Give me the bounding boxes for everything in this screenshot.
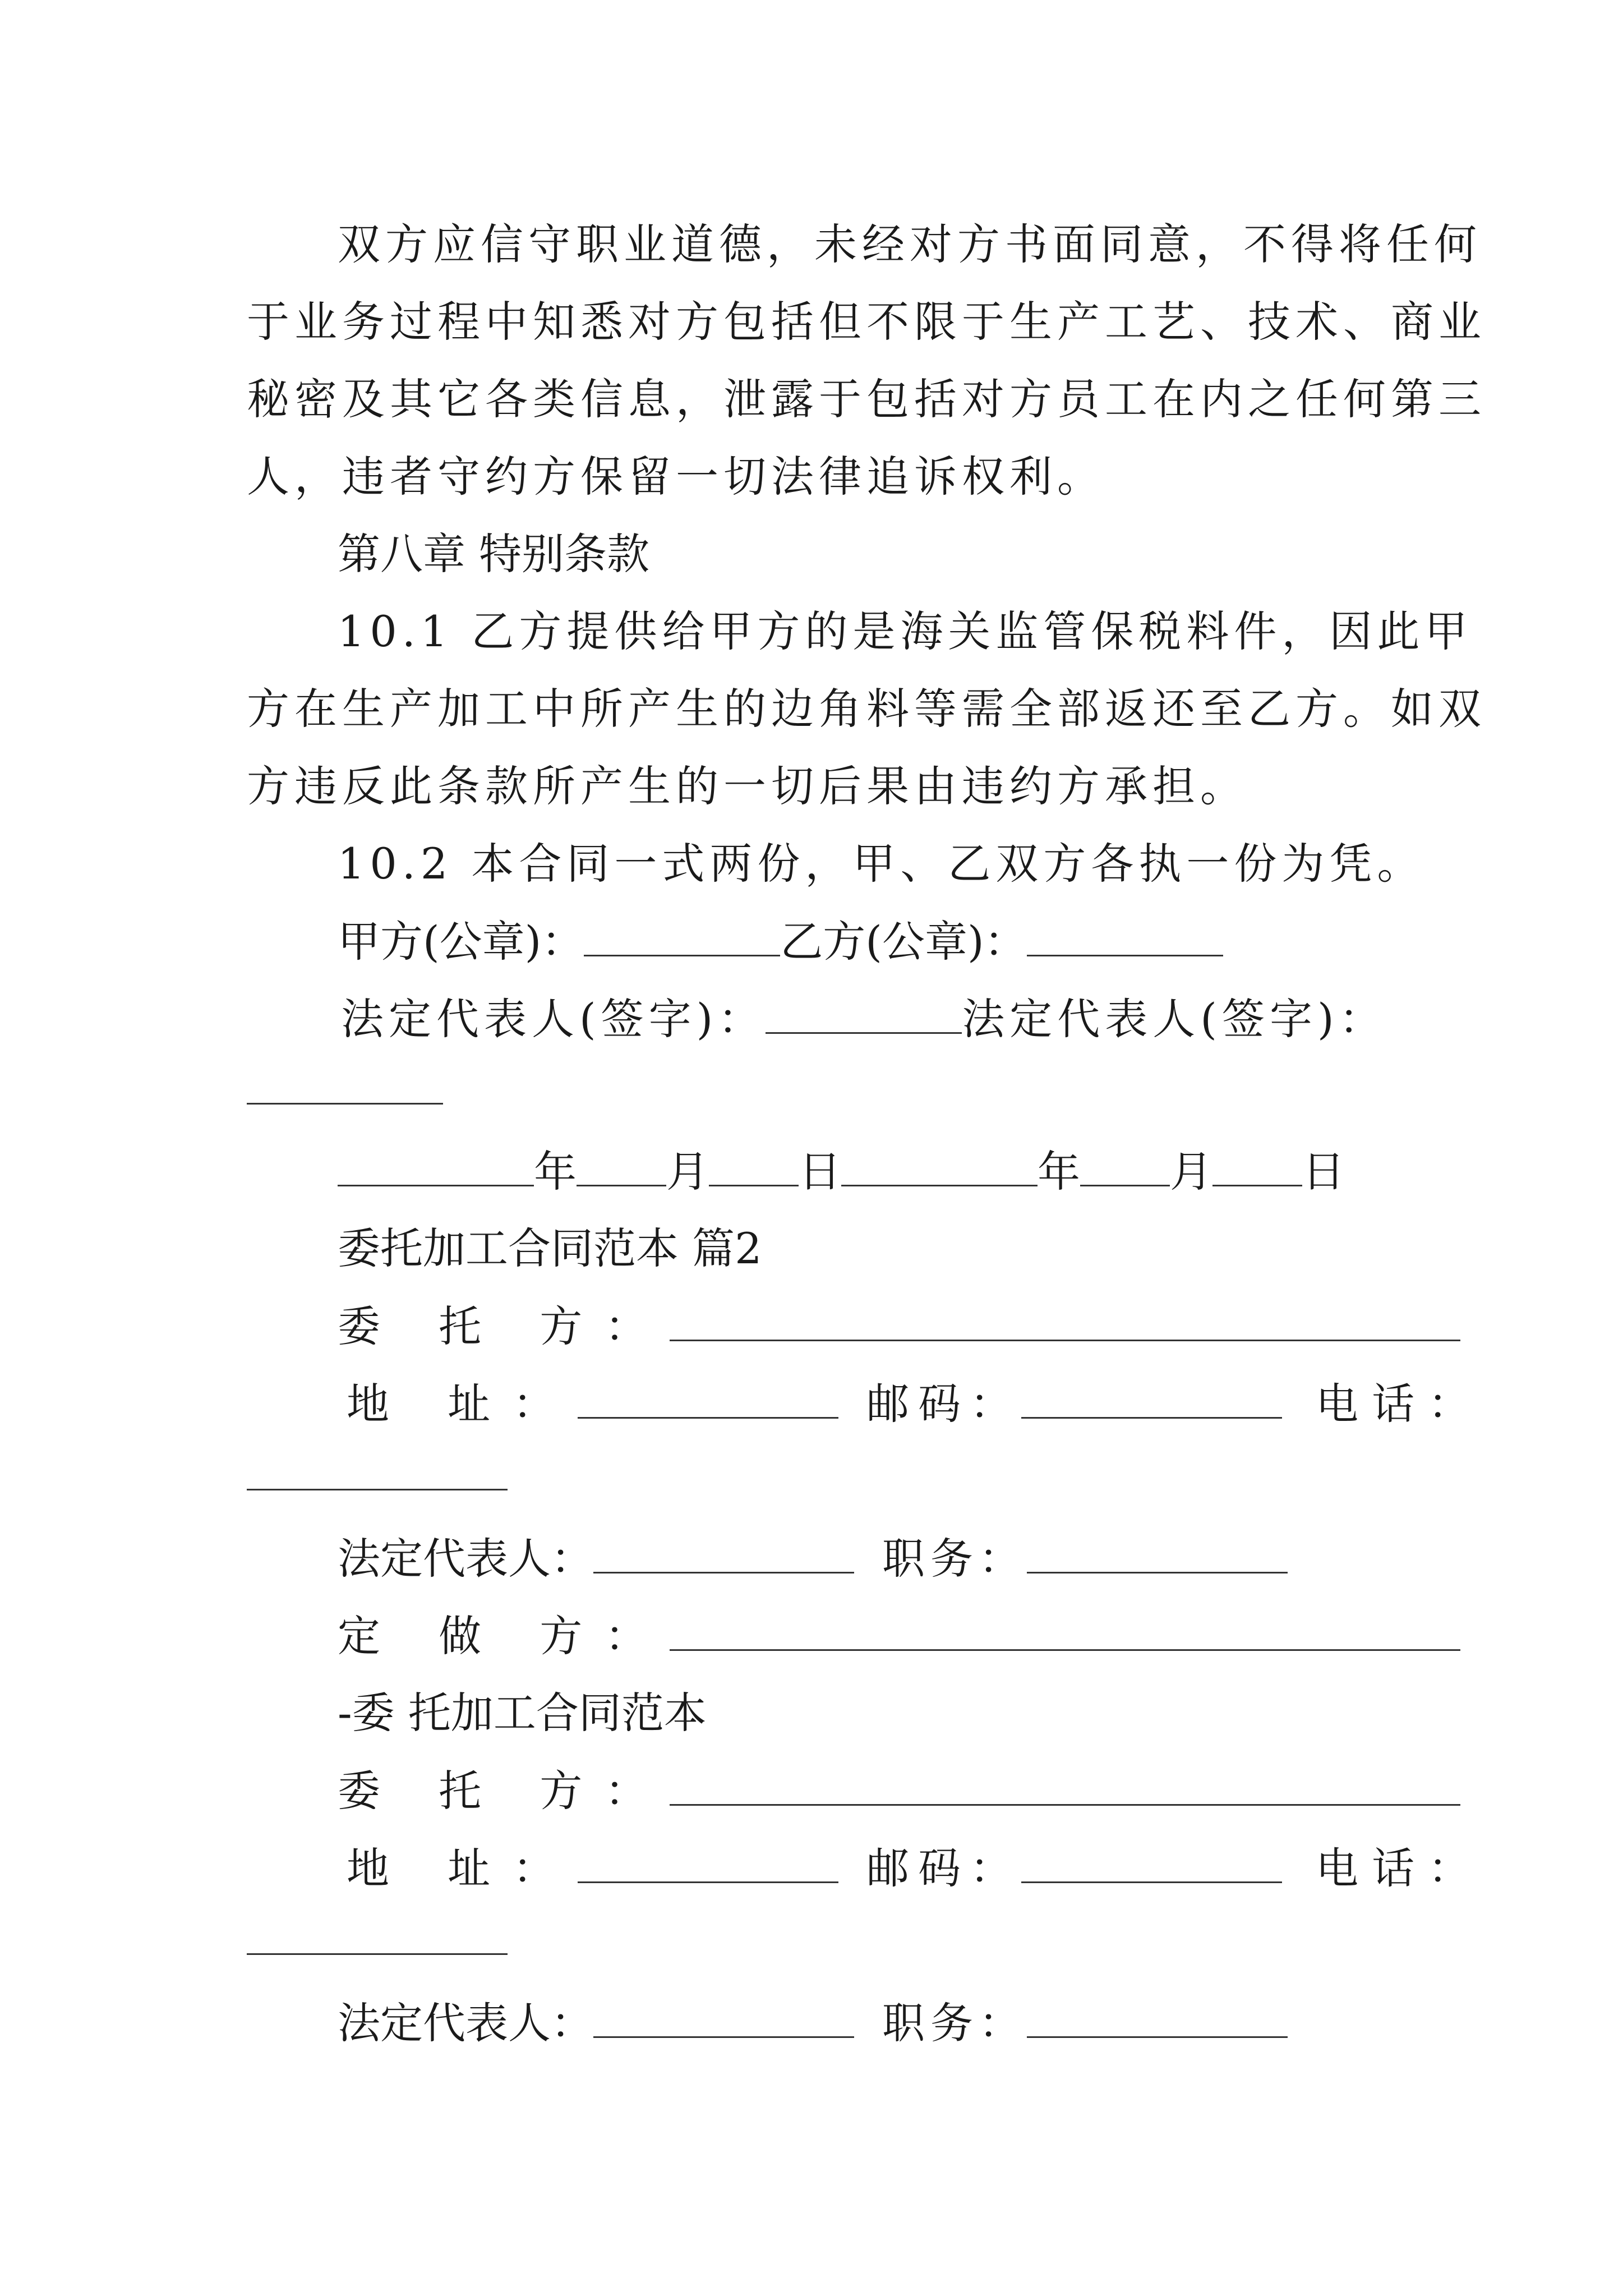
phone-blank-2 xyxy=(247,1918,508,1955)
paragraph-confidentiality-line-2: 于业务过程中知悉对方包括但不限于生产工艺、技术、商业 xyxy=(247,297,1486,347)
rep-a-blank xyxy=(766,997,962,1034)
month-a-label: 月 xyxy=(666,1147,709,1197)
maker-row xyxy=(338,1611,1460,1661)
year-a-label: 年 xyxy=(534,1147,577,1197)
clause-10-1-line-1: 10.1 乙方提供给甲方的是海关监管保税料件，因此甲 xyxy=(338,606,1473,656)
client-label-2: 委 托 方： xyxy=(338,1766,670,1816)
date-row xyxy=(338,1147,1345,1197)
phone-blank xyxy=(247,1454,508,1490)
legal-rep-row xyxy=(338,1534,1288,1584)
legal-rep-blank-2 xyxy=(593,2001,854,2038)
position-blank xyxy=(1027,1537,1288,1573)
legal-rep-label: 法定代表人： xyxy=(338,1534,593,1584)
position-label-2: 职务： xyxy=(882,1998,1027,2048)
postcode-label: 邮码： xyxy=(866,1379,1022,1429)
party-b-seal-label: 乙方(公章)： xyxy=(780,917,1027,967)
legal-rep-label-2: 法定代表人： xyxy=(338,1998,593,2048)
client-blank-2 xyxy=(670,1769,1460,1806)
day-b-blank xyxy=(1212,1150,1302,1186)
legal-rep-signature-row xyxy=(341,994,1387,1044)
month-a-blank xyxy=(577,1150,666,1186)
rep-b-label: 法定代表人(签字)： xyxy=(962,994,1387,1044)
client-blank xyxy=(670,1305,1460,1341)
party-b-seal-blank xyxy=(1027,920,1223,956)
paragraph-confidentiality-line-1: 双方应信守职业道德，未经对方书面同意，不得将任何 xyxy=(338,219,1482,269)
rep-a-label: 法定代表人(签字)： xyxy=(341,994,766,1044)
day-a-label: 日 xyxy=(799,1147,841,1197)
month-b-label: 月 xyxy=(1170,1147,1212,1197)
legal-rep-row-2 xyxy=(338,1998,1288,2048)
address-row-2 xyxy=(347,1843,1484,1893)
template-subheading: -委 托加工合同范本 xyxy=(338,1688,707,1738)
clause-10-2: 10.2 本合同一式两份，甲、乙双方各执一份为凭。 xyxy=(338,839,1425,889)
seal-row xyxy=(338,917,1223,967)
year-a-blank xyxy=(338,1150,534,1186)
maker-label: 定 做 方： xyxy=(338,1611,670,1661)
paragraph-confidentiality-line-4: 人，违者守约方保留一切法律追诉权利。 xyxy=(247,452,1105,501)
party-a-seal-blank xyxy=(584,920,780,956)
month-b-blank xyxy=(1080,1150,1170,1186)
day-b-label: 日 xyxy=(1302,1147,1345,1197)
postcode-blank xyxy=(1021,1382,1282,1419)
clause-10-1-line-2: 方在生产加工中所产生的边角料等需全部返还至乙方。如双 xyxy=(247,684,1486,734)
postcode-label-2: 邮码： xyxy=(866,1843,1022,1893)
position-blank-2 xyxy=(1027,2001,1288,2038)
template2-heading: 委托加工合同范本 篇2 xyxy=(338,1223,762,1273)
maker-blank xyxy=(670,1614,1460,1651)
legal-rep-blank xyxy=(593,1537,854,1573)
client-label: 委 托 方： xyxy=(338,1301,670,1351)
address-label-2: 地 址： xyxy=(347,1843,578,1893)
clause-10-1-line-3: 方违反此条款所产生的一切后果由违约方承担。 xyxy=(247,761,1248,811)
phone-blank-row xyxy=(247,1454,508,1497)
address-blank xyxy=(578,1382,838,1419)
rep-b-blank xyxy=(247,1068,443,1105)
paragraph-confidentiality-line-3: 秘密及其它各类信息，泄露于包括对方员工在内之任何第三 xyxy=(247,374,1486,424)
postcode-blank-2 xyxy=(1021,1847,1282,1883)
year-b-blank xyxy=(841,1150,1038,1186)
phone-label: 电话： xyxy=(1316,1379,1484,1429)
client-row-2 xyxy=(338,1766,1460,1816)
phone-label-2: 电话： xyxy=(1316,1843,1484,1893)
rep-b-blank-row xyxy=(247,1068,443,1111)
address-blank-2 xyxy=(578,1847,838,1883)
year-b-label: 年 xyxy=(1038,1147,1080,1197)
phone-blank-row-2 xyxy=(247,1918,508,1962)
chapter-heading: 第八章 特别条款 xyxy=(338,529,650,579)
day-a-blank xyxy=(709,1150,799,1186)
client-row xyxy=(338,1301,1460,1351)
party-a-seal-label: 甲方(公章)： xyxy=(338,917,584,967)
address-row xyxy=(347,1379,1484,1429)
position-label: 职务： xyxy=(882,1534,1027,1584)
address-label: 地 址： xyxy=(347,1379,578,1429)
